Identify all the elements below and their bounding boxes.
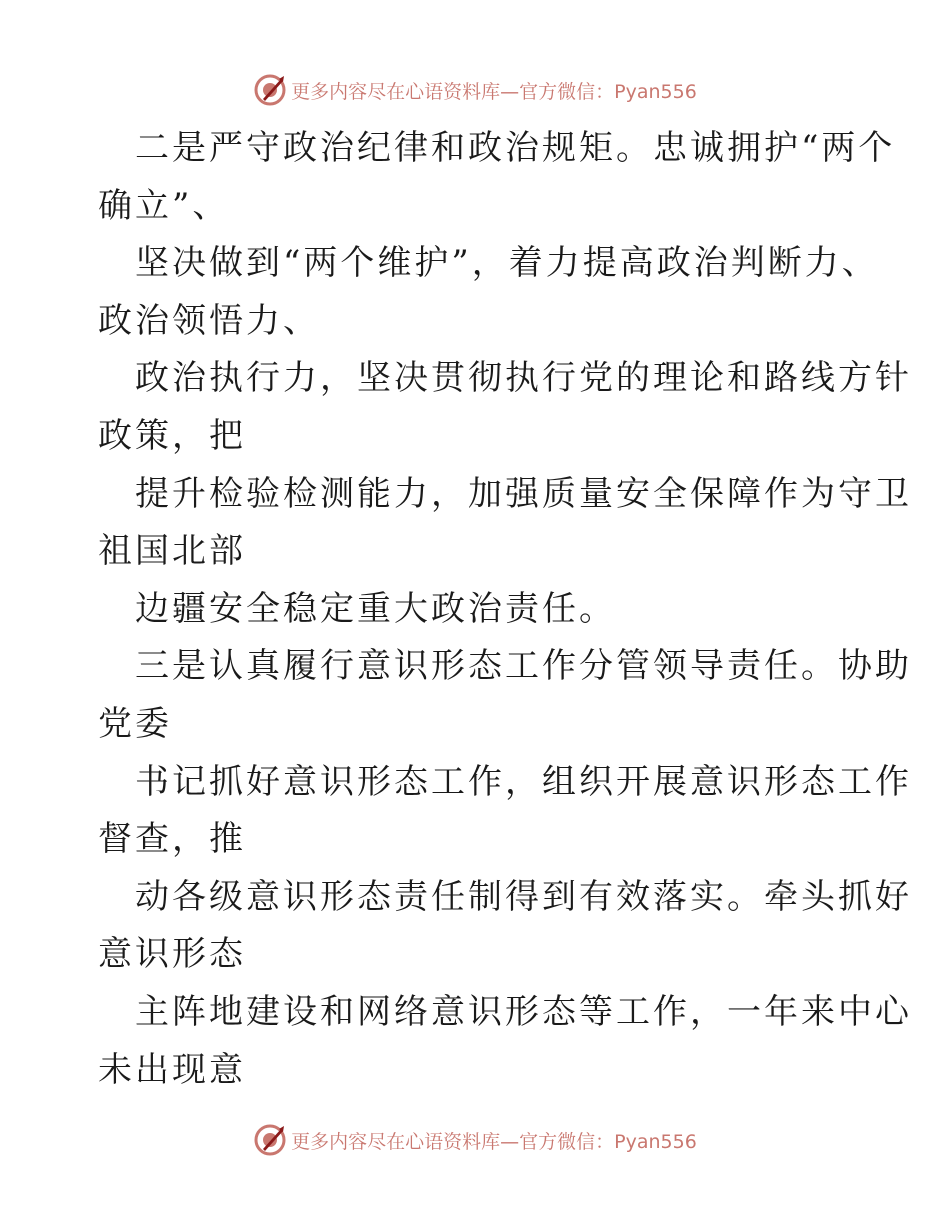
document-body [98,120,912,1099]
footer-watermark-banner [0,1120,950,1160]
quill-pen-circle-icon [253,73,287,107]
paragraph-line: 提升检验检测能力，加强质量安全保障作为守卫 [135,473,912,514]
paragraph-line: 意识形态 [98,934,246,975]
paragraph-line: 边疆安全稳定重大政治责任。 [135,588,616,629]
footer-watermark-text: 更多内容尽在心语资料库—官方微信：Pyan556 [291,1130,697,1153]
quill-pen-circle-icon [253,1123,287,1157]
paragraph-line: 政治执行力，坚决贯彻执行党的理论和路线方针 [135,358,912,399]
paragraph-line: 二是严守政治纪律和政治规矩。忠诚拥护“两个 [135,128,896,168]
paragraph-line: 祖国北部 [98,531,246,572]
paragraph-line: 动各级意识形态责任制得到有效落实。牵头抓好 [135,876,912,917]
paragraph-line: 督查，推 [98,819,246,860]
paragraph-line: 未出现意 [98,1049,246,1090]
header-watermark-banner [0,70,950,110]
paragraph-line: 政策，把 [98,415,246,456]
header-watermark-text: 更多内容尽在心语资料库—官方微信：Pyan556 [291,80,697,103]
paragraph-line: 政治领悟力、 [98,300,320,341]
paragraph-line: 坚决做到“两个维护”，着力提高政治判断力、 [135,243,879,284]
paragraph-line: 党委 [98,703,172,744]
paragraph-line: 三是认真履行意识形态工作分管领导责任。协助 [135,646,912,687]
paragraph-line: 书记抓好意识形态工作，组织开展意识形态工作 [135,761,912,802]
paragraph-line: 主阵地建设和网络意识形态等工作，一年来中心 [135,991,912,1032]
paragraph-line: 确立”、 [98,185,230,226]
